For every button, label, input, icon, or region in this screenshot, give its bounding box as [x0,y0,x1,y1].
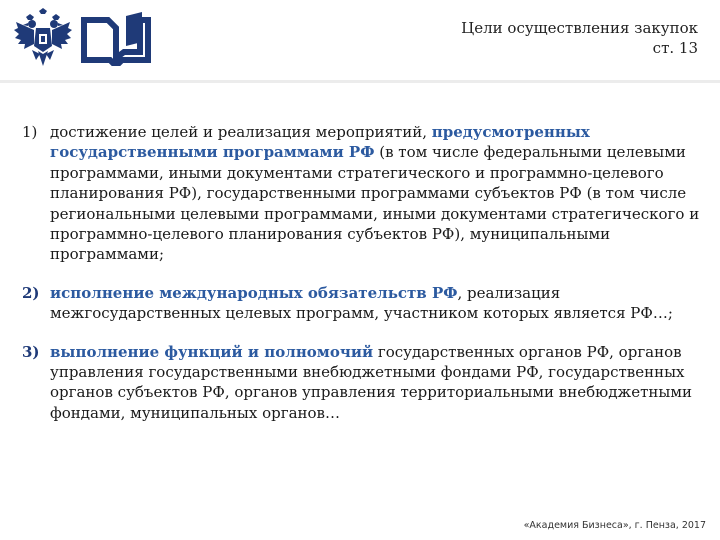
double-headed-eagle-icon [12,8,74,70]
item-number: 2) [22,283,40,302]
slide-header [0,0,720,78]
item-number: 3) [22,342,40,361]
slide-title [461,18,698,58]
item-highlight: предусмотренных государственными программами РФ [50,123,590,162]
item-text-post: , реализация межгосударственных целевых программ, участником которых является РФ…; [50,283,673,323]
header-divider [0,80,720,83]
item-highlight: исполнение международных обязательств РФ [50,283,458,302]
goals-list [22,122,702,423]
footer-credit: «Академия Бизнеса», г. Пенза, 2017 [523,520,706,531]
list-item [22,342,702,424]
item-number: 1) [22,123,38,141]
list-item [22,283,702,324]
item-text-post: (в том числе федеральными целевыми программами, иными документами стратегического и программно-целевого планирования РФ), государственными программами субъектов РФ (в том числе региональными целевыми программами, иными документами стратегического и программно-целевого планирования субъектов РФ), муниципальными программами; [50,143,700,264]
list-item [22,122,702,265]
title-line-2: ст. 13 [652,39,698,57]
open-book-logo-icon [80,12,152,66]
item-text-pre: достижение целей и реализация мероприятий, [50,123,432,141]
item-text-post: государственных органов РФ, органов управления государственными внебюджетными фондами РФ, государственных органов субъектов РФ, органов управления территориальными внебюджетными фондами, муниципальных органов… [50,342,693,422]
item-highlight: выполнение функций и полномочий [50,342,374,361]
title-line-1: Цели осуществления закупок [461,19,698,37]
